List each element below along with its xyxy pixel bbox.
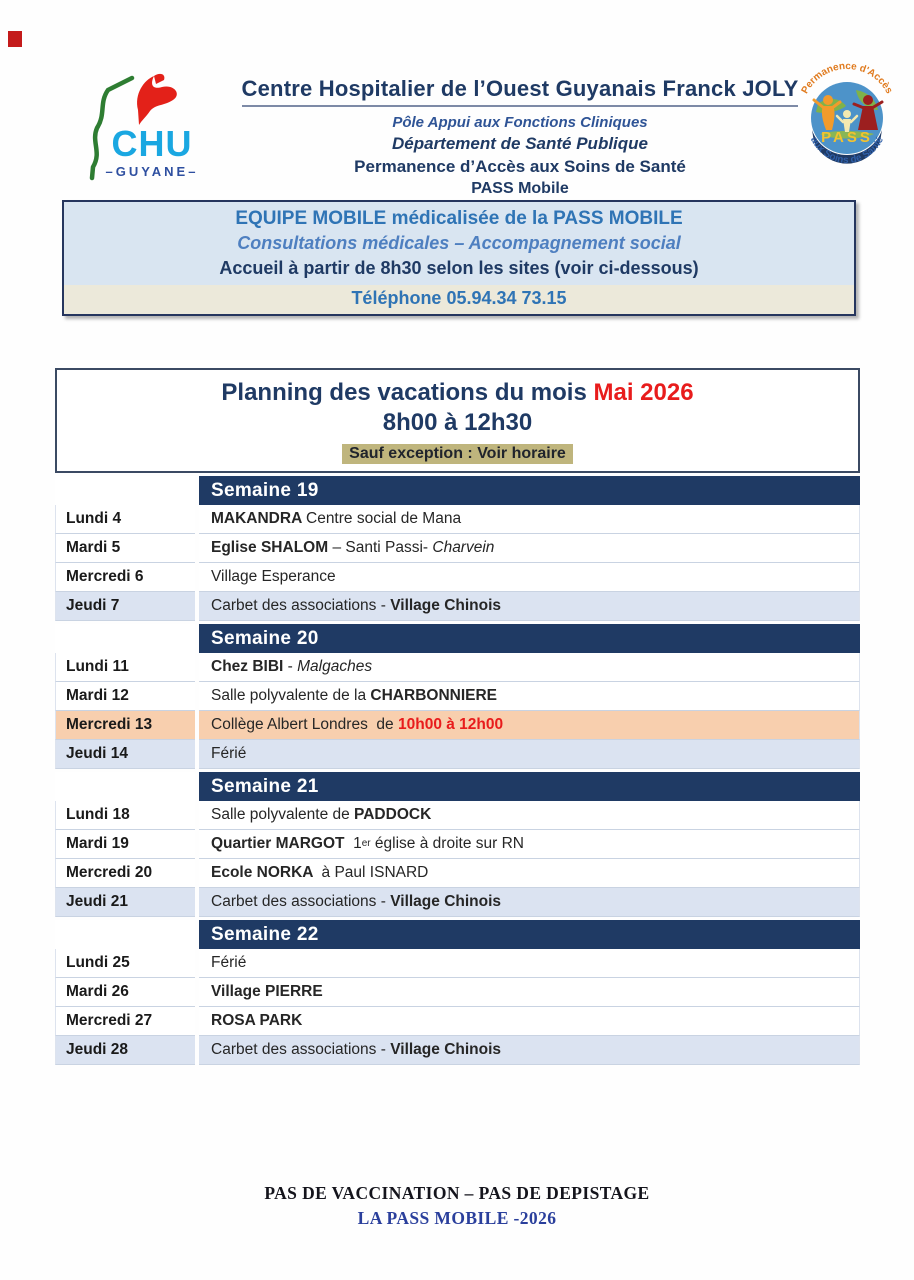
figure-right-head <box>863 95 873 105</box>
chu-guyane-logo <box>76 70 216 198</box>
table-row <box>55 1036 860 1065</box>
day-cell: Lundi 18 <box>55 801 195 830</box>
week-block <box>55 920 860 1065</box>
location-cell: MAKANDRA Centre social de Mana <box>199 505 860 534</box>
table-row <box>55 949 860 978</box>
week-header-spacer <box>55 624 195 653</box>
location-cell: Ecole NORKA à Paul ISNARD <box>199 859 860 888</box>
week-label: Semaine 22 <box>199 920 860 949</box>
location-cell: ROSA PARK <box>199 1007 860 1036</box>
table-row <box>55 859 860 888</box>
planning-title-text: Planning des vacations du mois <box>221 379 594 406</box>
chu-logo-subtext: –GUYANE– <box>105 164 199 179</box>
location-cell: Carbet des associations - Village Chinois <box>199 1036 860 1065</box>
pass-arc-top-text: Permanence d'Accès <box>799 60 895 96</box>
week-rows <box>55 801 860 917</box>
table-row <box>55 505 860 534</box>
week-block <box>55 624 860 769</box>
week-header-spacer <box>55 920 195 949</box>
table-row <box>55 740 860 769</box>
location-cell: Village PIERRE <box>199 978 860 1007</box>
week-label: Semaine 20 <box>199 624 860 653</box>
figure-center-head <box>843 110 851 118</box>
planning-hours: 8h00 à 12h30 <box>382 409 533 436</box>
day-cell: Mardi 19 <box>55 830 195 859</box>
table-row <box>55 592 860 621</box>
day-cell: Jeudi 14 <box>55 740 195 769</box>
day-cell: Mardi 5 <box>55 534 195 563</box>
planning-title-box <box>55 368 860 473</box>
location-cell: Férié <box>199 740 860 769</box>
table-row <box>55 563 860 592</box>
planning-exception-text: Sauf exception : Voir horaire <box>342 444 573 464</box>
week-label: Semaine 21 <box>199 772 860 801</box>
planning-section <box>55 368 860 1065</box>
location-cell: Village Esperance <box>199 563 860 592</box>
info-phone: Téléphone 05.94.34 73.15 <box>64 285 854 314</box>
week-header <box>55 920 860 949</box>
location-cell: Quartier MARGOT 1 er église à droite sur RN <box>199 830 860 859</box>
day-cell: Mercredi 20 <box>55 859 195 888</box>
day-cell: Mardi 26 <box>55 978 195 1007</box>
location-cell: Eglise SHALOM – Santi Passi- Charvein <box>199 534 860 563</box>
week-label: Semaine 19 <box>199 476 860 505</box>
table-row <box>55 1007 860 1036</box>
week-rows <box>55 949 860 1065</box>
footer-no-vaccination: PAS DE VACCINATION – PAS DE DEPISTAGE <box>264 1183 650 1203</box>
header-subtitle-pole: Pôle Appui aux Fonctions Cliniques <box>392 114 648 131</box>
table-row <box>55 978 860 1007</box>
planning-title-month: Mai 2026 <box>593 379 694 406</box>
chu-logo-text: CHU <box>111 123 193 164</box>
week-header <box>55 624 860 653</box>
table-row <box>55 888 860 917</box>
location-cell: Carbet des associations - Village Chinois <box>199 592 860 621</box>
day-cell: Lundi 4 <box>55 505 195 534</box>
day-cell: Jeudi 28 <box>55 1036 195 1065</box>
document-header <box>218 76 822 198</box>
info-box <box>62 200 856 316</box>
table-row <box>55 682 860 711</box>
day-cell: Mercredi 27 <box>55 1007 195 1036</box>
day-cell: Lundi 25 <box>55 949 195 978</box>
location-cell: Salle polyvalente de la CHARBONNIERE <box>199 682 860 711</box>
planning-title <box>57 379 858 407</box>
info-line-equipe: EQUIPE MOBILE médicalisée de la PASS MOBILE <box>235 208 683 229</box>
week-block <box>55 476 860 621</box>
header-subtitle-departement: Département de Santé Publique <box>392 134 648 153</box>
hospital-title: Centre Hospitalier de l’Ouest Guyanais Franck JOLY <box>242 76 799 107</box>
location-cell: Férié <box>199 949 860 978</box>
footer-pass-mobile: LA PASS MOBILE -2026 <box>357 1208 557 1228</box>
table-row <box>55 830 860 859</box>
pass-band-label: PASS <box>821 129 873 146</box>
red-corner-mark <box>8 31 22 47</box>
day-cell: Lundi 11 <box>55 653 195 682</box>
figure-left-head <box>823 95 833 105</box>
week-header <box>55 772 860 801</box>
week-block <box>55 772 860 917</box>
day-cell: Mardi 12 <box>55 682 195 711</box>
day-cell: Mercredi 6 <box>55 563 195 592</box>
week-header <box>55 476 860 505</box>
week-rows <box>55 505 860 621</box>
header-subtitle-pass-mobile: PASS Mobile <box>471 180 569 197</box>
week-rows <box>55 653 860 769</box>
location-cell: Collège Albert Londres de 10h00 à 12h00 <box>199 711 860 740</box>
document-footer <box>0 1183 914 1229</box>
day-cell: Jeudi 7 <box>55 592 195 621</box>
planning-exception <box>57 444 858 464</box>
info-line-accueil: Accueil à partir de 8h30 selon les sites (voir ci-dessous) <box>219 258 699 278</box>
week-header-spacer <box>55 476 195 505</box>
table-row <box>55 534 860 563</box>
chu-logo-graphic <box>76 70 216 198</box>
table-row <box>55 711 860 740</box>
table-row <box>55 653 860 682</box>
ibis-wing <box>154 74 164 84</box>
location-cell: Salle polyvalente de PADDOCK <box>199 801 860 830</box>
location-cell: Carbet des associations - Village Chinois <box>199 888 860 917</box>
day-cell: Mercredi 13 <box>55 711 195 740</box>
info-line-consultations: Consultations médicales – Accompagnement social <box>237 233 681 253</box>
table-row <box>55 801 860 830</box>
location-cell: Chez BIBI - Malgaches <box>199 653 860 682</box>
week-header-spacer <box>55 772 195 801</box>
pass-arc-bottom-text: aux Soins de Santé <box>808 135 886 167</box>
header-subtitle-permanence: Permanence d’Accès aux Soins de Santé <box>354 157 686 176</box>
planning-table <box>55 476 860 1065</box>
day-cell: Jeudi 21 <box>55 888 195 917</box>
